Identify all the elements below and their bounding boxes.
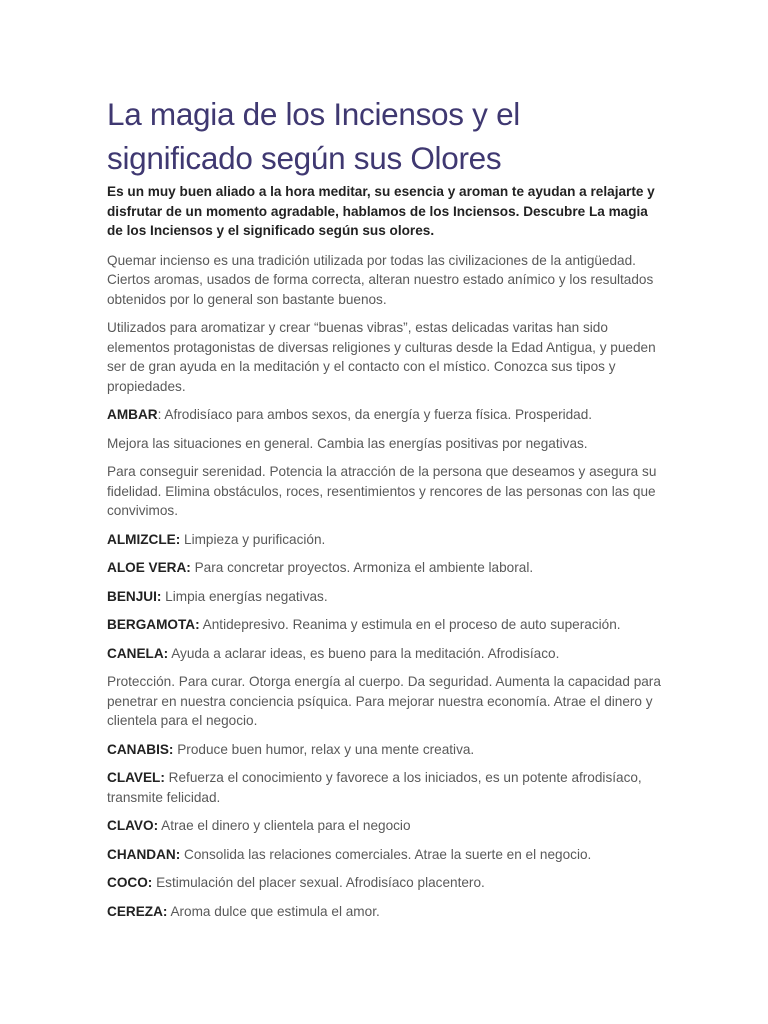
incense-term: ALOE VERA: [107,560,191,575]
paragraph-text: Para conseguir serenidad. Potencia la atracción de la persona que deseamos y asegura su fidelidad. Elimina obstáculos, roces, resentimientos y rencores de las personas con las que convivimos. [107,464,657,518]
article-paragraph [107,672,663,731]
paragraph-text: Mejora las situaciones en general. Cambia las energías positivas por negativas. [107,435,588,451]
paragraph-text: Aroma dulce que estimula el amor. [167,903,380,919]
incense-term: ALMIZCLE: [107,531,181,547]
article-paragraph [107,530,663,550]
article-paragraph [107,644,663,664]
article-paragraph [107,902,663,922]
article-paragraph [107,434,663,454]
incense-term: AMBAR [107,407,158,422]
paragraph-text: Antidepresivo. Reanima y estimula en el proceso de auto superación. [199,617,621,632]
paragraph-text: Para concretar proyectos. Armoniza el ambiente laboral. [190,560,534,575]
article-paragraph [107,615,663,635]
incense-term: CANABIS: [107,741,174,757]
incense-term: CANELA: [107,645,169,661]
article-paragraph [107,251,663,310]
paragraph-text: Ayuda a aclarar ideas, es bueno para la meditación. Afrodisíaco. [168,645,560,661]
article [107,92,663,921]
article-paragraph [107,768,663,807]
paragraph-text: Limpieza y purificación. [180,531,326,547]
article-body [107,251,663,922]
article-paragraph [107,587,663,607]
paragraph-text: : Afrodisíaco para ambos sexos, da energía y fuerza física. Prosperidad. [157,407,593,422]
paragraph-text: Consolida las relaciones comerciales. Atrae la suerte en el negocio. [180,846,592,862]
article-title: La magia de los Inciensos y el significado según sus Olores [107,96,520,176]
incense-term: COCO: [107,875,153,890]
article-paragraph [107,318,663,396]
article-paragraph [107,873,663,893]
article-paragraph [107,558,663,578]
article-paragraph [107,405,663,425]
paragraph-text: Protección. Para curar. Otorga energía al cuerpo. Da seguridad. Aumenta la capacidad para penetrar en nuestra conciencia psíquica. Para mejorar nuestra economía. Atrae el dinero y clientela para el negocio. [107,674,661,728]
article-paragraph [107,816,663,836]
incense-term: BENJUI: [107,588,162,604]
paragraph-text: Atrae el dinero y clientela para el negocio [158,818,411,833]
paragraph-text: Produce buen humor, relax y una mente creativa. [173,741,475,757]
paragraph-text: Utilizados para aromatizar y crear “buenas vibras”, estas delicadas varitas han sido elementos protagonistas de diversas religiones y culturas desde la Edad Antigua, y pueden ser de gran ayuda en la meditación y el contacto con el místico. Conozca sus tipos y propiedades. [107,320,656,394]
incense-term: CHANDAN: [107,846,181,862]
article-lead: Es un muy buen aliado a la hora meditar, su esencia y aroman te ayudan a relajarte y disfrutar de un momento agradable, hablamos de los Inciensos. Descubre La magia de los Inciensos y el significado según sus olores. [107,184,655,238]
paragraph-text: Limpia energías negativas. [161,588,328,604]
article-paragraph [107,740,663,760]
incense-term: CLAVO: [107,818,159,833]
paragraph-text: Refuerza el conocimiento y favorece a los iniciados, es un potente afrodisíaco, transmite felicidad. [107,770,642,805]
article-paragraph [107,462,663,521]
incense-term: CLAVEL: [107,770,165,785]
incense-term: CEREZA: [107,903,168,919]
paragraph-text: Quemar incienso es una tradición utilizada por todas las civilizaciones de la antigüedad. Ciertos aromas, usados de forma correcta, alteran nuestro estado anímico y los resultados obtenidos por lo general son bastante buenos. [107,252,654,307]
incense-term: BERGAMOTA: [107,617,200,632]
article-paragraph [107,845,663,865]
paragraph-text: Estimulación del placer sexual. Afrodisíaco placentero. [152,875,485,890]
